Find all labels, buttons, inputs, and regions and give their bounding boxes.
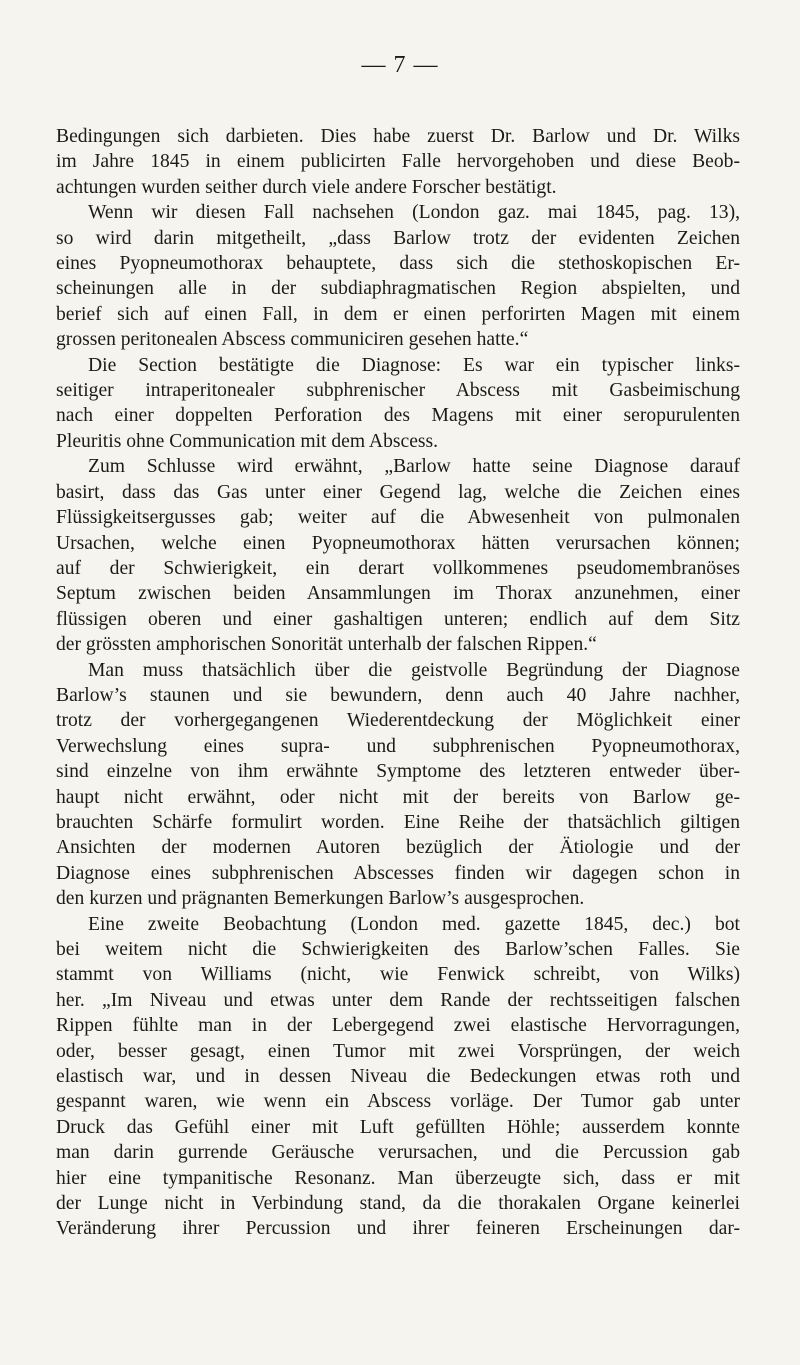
text-line: basirt, dass das Gas unter einer Gegend lag, welche die Zeichen eines: [56, 481, 740, 503]
text-line: Die Section bestätigte die Diagnose: Es war ein typischer links-: [88, 354, 740, 376]
text-line: Zum Schlusse wird erwähnt, „Barlow hatte seine Diagnose darauf: [88, 456, 740, 478]
text-line: haupt nicht erwähnt, oder nicht mit der bereits von Barlow ge-: [56, 786, 740, 808]
text-line: Diagnose eines subphrenischen Abscesses finden wir dagegen schon in: [56, 862, 740, 884]
text-line: flüssigen oberen und einer gashaltigen unteren; endlich auf dem Sitz: [56, 608, 740, 630]
text-line: trotz der vorhergegangenen Wiederentdeckung der Möglichkeit einer: [56, 710, 740, 732]
text-line: her. „Im Niveau und etwas unter dem Rande der rechtsseitigen falschen: [56, 989, 740, 1011]
text-line: Druck das Gefühl einer mit Luft gefüllten Höhle; ausserdem konnte: [56, 1116, 740, 1138]
paragraph-6: [56, 912, 740, 1242]
body-text: [56, 124, 740, 1242]
text-line: brauchten Schärfe formulirt worden. Eine Reihe der thatsächlich giltigen: [56, 811, 740, 833]
page-number: — 7 —: [361, 52, 439, 78]
text-line: berief sich auf einen Fall, in dem er einen perforirten Magen mit einem: [56, 303, 740, 325]
text-line: gespannt waren, wie wenn ein Abscess vorläge. Der Tumor gab unter: [56, 1091, 740, 1113]
text-line: Rippen fühlte man in der Lebergegend zwei elastische Hervorragungen,: [56, 1015, 740, 1037]
paragraph-5: [56, 658, 740, 912]
text-line: Barlow’s staunen und sie bewundern, denn auch 40 Jahre nachher,: [56, 684, 740, 706]
text-line: Eine zweite Beobachtung (London med. gazette 1845, dec.) bot: [88, 913, 740, 935]
text-line: Verwechslung eines supra- und subphrenischen Pyopneumothorax,: [56, 735, 740, 757]
paragraph-2: [56, 200, 740, 352]
text-line: der grössten amphorischen Sonorität unterhalb der falschen Rippen.“: [56, 634, 597, 656]
text-line: achtungen wurden seither durch viele andere Forscher bestätigt.: [56, 176, 557, 198]
text-line: Pleuritis ohne Communication mit dem Abscess.: [56, 430, 439, 452]
text-line: Ursachen, welche einen Pyopneumothorax hätten verursachen können;: [56, 532, 740, 554]
paragraph-3: [56, 353, 740, 455]
text-line: Flüssigkeitsergusses gab; weiter auf die Abwesenheit von pulmonalen: [56, 507, 740, 529]
text-line: elastisch war, und in dessen Niveau die Bedeckungen etwas roth und: [56, 1066, 740, 1088]
text-line: den kurzen und prägnanten Bemerkungen Barlow’s ausgesprochen.: [56, 888, 585, 910]
text-line: sind einzelne von ihm erwähnte Symptome des letzteren entweder über-: [56, 761, 740, 783]
text-line: oder, besser gesagt, einen Tumor mit zwei Vorsprüngen, der weich: [56, 1040, 740, 1062]
text-line: der Lunge nicht in Verbindung stand, da die thorakalen Organe keinerlei: [56, 1193, 740, 1215]
text-line: Septum zwischen beiden Ansammlungen im Thorax anzunehmen, einer: [56, 583, 740, 605]
text-line: bei weitem nicht die Schwierigkeiten des Barlow’schen Falles. Sie: [56, 939, 740, 960]
text-line: Man muss thatsächlich über die geistvolle Begründung der Diagnose: [88, 659, 740, 681]
text-line: Bedingungen sich darbieten. Dies habe zuerst Dr. Barlow und Dr. Wilks: [56, 126, 740, 147]
text-line: so wird darin mitgetheilt, „dass Barlow trotz der evidenten Zeichen: [56, 227, 740, 249]
text-line: Wenn wir diesen Fall nachsehen (London gaz. mai 1845, pag. 13),: [88, 202, 740, 224]
paragraph-4: [56, 454, 740, 657]
text-line: im Jahre 1845 in einem publicirten Falle hervorgehoben und diese Beob-: [56, 151, 740, 173]
text-line: nach einer doppelten Perforation des Magens mit einer seropurulenten: [56, 405, 740, 427]
text-line: eines Pyopneumothorax behauptete, dass sich die stethoskopischen Er-: [56, 253, 740, 275]
paragraph-1: [56, 124, 740, 200]
text-line: man darin gurrende Geräusche verursachen, und die Percussion gab: [56, 1142, 740, 1164]
text-line: auf der Schwierigkeit, ein derart vollkommenes pseudomembranöses: [56, 557, 740, 579]
text-line: hier eine tympanitische Resonanz. Man überzeugte sich, dass er mit: [56, 1167, 740, 1189]
text-line: scheinungen alle in der subdiaphragmatischen Region abspielten, und: [56, 278, 740, 300]
text-line: grossen peritonealen Abscess communiciren gesehen hatte.“: [56, 329, 529, 351]
text-line: Ansichten der modernen Autoren bezüglich der Ätiologie und der: [56, 837, 740, 859]
text-line: Veränderung ihrer Percussion und ihrer feineren Erscheinungen dar-: [56, 1218, 740, 1240]
text-line: seitiger intraperitonealer subphrenischer Abscess mit Gasbeimischung: [56, 380, 740, 402]
text-line: stammt von Williams (nicht, wie Fenwick schreibt, von Wilks): [56, 964, 740, 986]
